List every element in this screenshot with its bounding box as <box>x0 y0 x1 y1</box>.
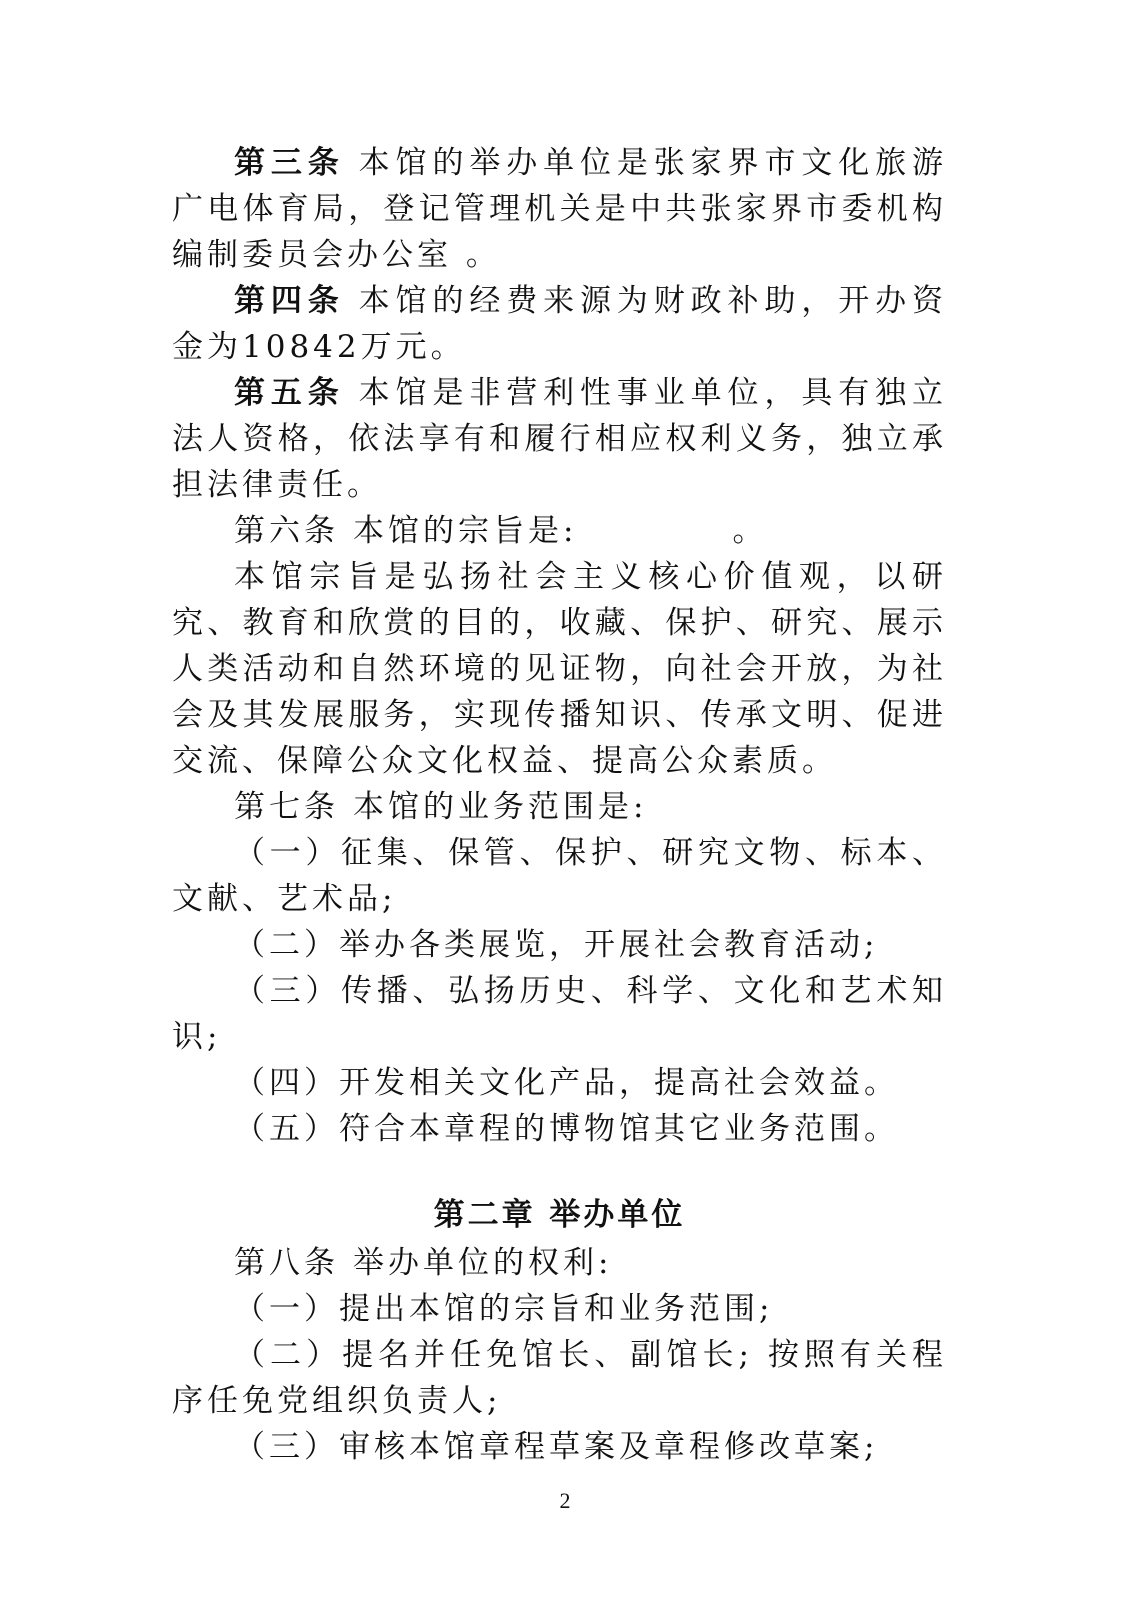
article-4-text: 本馆的经费来源为财政补助，开办资金为10842万元。 <box>172 283 948 365</box>
article-5 <box>172 370 947 508</box>
article-8-item-1: （一）提出本馆的宗旨和业务范围; <box>234 1291 774 1327</box>
article-7-item-5: （五）符合本章程的博物馆其它业务范围。 <box>234 1111 899 1147</box>
article-6-body: 本馆宗旨是弘扬社会主义核心价值观，以研究、教育和欣赏的目的，收藏、保护、研究、展示人类活动和自然环境的见证物，向社会开放，为社会及其发展服务，实现传播知识、传承文明、促进交流、保障公众文化权益、提高公众素质。 <box>172 559 947 779</box>
article-7-label: 第七条 <box>234 789 339 825</box>
article-7-item-3: （三）传播、弘扬历史、科学、文化和艺术知识; <box>172 973 947 1055</box>
article-3-label: 第三条 <box>234 145 345 181</box>
article-7 <box>172 784 947 830</box>
article-6 <box>172 508 947 554</box>
article-3-text: 本馆的举办单位是张家界市文化旅游广电体育局，登记管理机关是中共张家界市委机构编制委员会办公室 。 <box>172 145 948 273</box>
article-7-item-1: （一）征集、保管、保护、研究文物、标本、文献、艺术品; <box>172 835 947 917</box>
document-body <box>172 140 947 1470</box>
article-7-item-4: （四）开发相关文化产品，提高社会效益。 <box>234 1065 899 1101</box>
article-8 <box>172 1240 947 1286</box>
article-6-label: 第六条 <box>234 513 339 549</box>
article-4 <box>172 278 947 370</box>
article-5-text: 本馆是非营利性事业单位，具有独立法人资格，依法享有和履行相应权利义务，独立承担法律责任。 <box>172 375 948 503</box>
article-6-text: 本馆的宗旨是: <box>353 513 578 549</box>
article-7-text: 本馆的业务范围是: <box>353 789 648 825</box>
article-8-item-2: （二）提名并任免馆长、副馆长; 按照有关程序任免党组织负责人; <box>172 1337 947 1419</box>
article-6-end: 。 <box>732 513 768 549</box>
article-8-text: 举办单位的权利: <box>353 1245 613 1281</box>
page-number: 2 <box>559 1488 571 1513</box>
article-7-item-2: （二）举办各类展览，开展社会教育活动; <box>234 927 879 963</box>
article-8-item-3: （三）审核本馆章程草案及章程修改草案; <box>234 1429 879 1465</box>
article-5-label: 第五条 <box>234 375 345 411</box>
article-4-label: 第四条 <box>234 283 345 319</box>
chapter-2-title: 第二章 举办单位 <box>433 1197 686 1233</box>
article-8-label: 第八条 <box>234 1245 339 1281</box>
article-3 <box>172 140 947 278</box>
